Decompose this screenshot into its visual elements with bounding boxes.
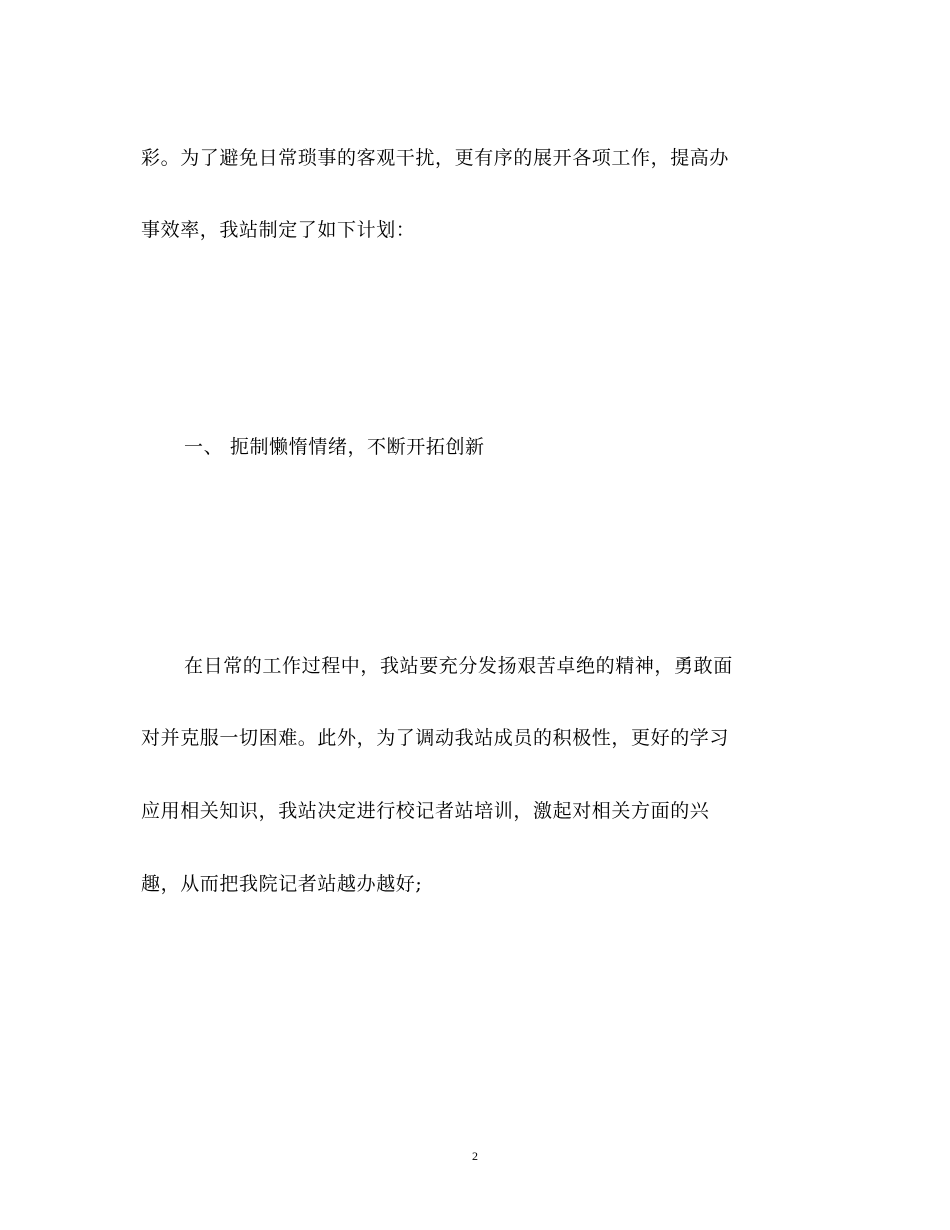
paragraph-line: 应用相关知识，我站决定进行校记者站培训，激起对相关方面的兴 [141, 800, 710, 822]
paragraph-line: 彩。为了避免日常琐事的客观干扰，更有序的展开各项工作，提高办 [141, 147, 730, 169]
paragraph-line: 趣，从而把我院记者站越办越好; [141, 873, 423, 895]
paragraph-line: 在日常的工作过程中，我站要充分发扬艰苦卓绝的精神，勇敢面 [184, 655, 733, 677]
page-number: 2 [472, 1149, 478, 1163]
paragraph-line: 对并克服一切困难。此外，为了调动我站成员的积极性，更好的学习 [141, 727, 730, 749]
section-heading: 一、 扼制懒惰情绪，不断开拓创新 [184, 436, 485, 458]
paragraph-line: 事效率，我站制定了如下计划： [141, 219, 416, 241]
